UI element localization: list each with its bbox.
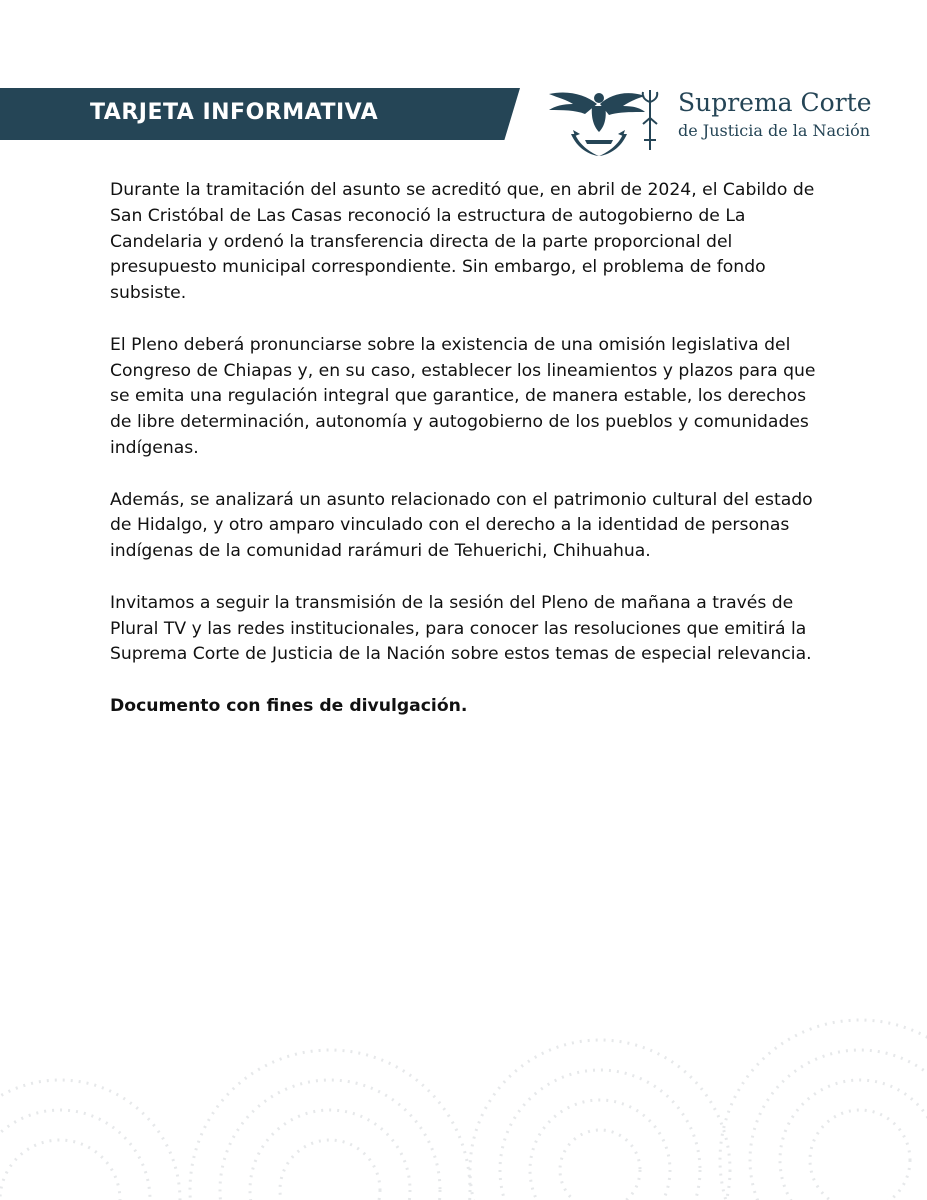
staff-icon [638, 88, 662, 152]
document-body [110, 178, 830, 746]
paragraph: Durante la tramitación del asunto se acreditó que, en abril de 2024, el Cabildo de San Cristóbal de Las Casas reconoció la estructura de autogobierno de La Candelaria y ordenó la transferencia directa de la parte proporcional del presupuesto municipal correspondiente. Sin embargo, el problema de fondo subsiste. [110, 180, 815, 304]
logo-title: Suprema Corte [678, 88, 872, 117]
logo-subtitle: de Justicia de la Nación [678, 121, 871, 140]
paragraph: El Pleno deberá pronunciarse sobre la existencia de una omisión legislativa del Congreso de Chiapas y, en su caso, establecer los lineamientos y plazos para que se emita una regulación integral que garantice, de manera estable, los derechos de libre determinación, autonomía y autogobierno de los pueblos y comunidades indígenas. [110, 334, 816, 458]
decorative-pattern [0, 960, 927, 1200]
paragraph: Invitamos a seguir la transmisión de la sesión del Pleno de mañana a través de Plural TV y las redes institucionales, para conocer las resoluciones que emitirá la Suprema Corte de Justicia de la Nación sobre estos temas de especial relevancia. [110, 592, 812, 665]
paragraph: Además, se analizará un asunto relacionado con el patrimonio cultural del estado de Hidalgo, y otro amparo vinculado con el derecho a la identidad de personas indígenas de la comunidad rarámuri de Tehuerichi, Chihuahua. [110, 489, 813, 562]
header-title: TARJETA INFORMATIVA [90, 100, 379, 125]
eagle-emblem-icon [545, 84, 650, 159]
closing-note: Documento con fines de divulgación. [110, 695, 468, 716]
